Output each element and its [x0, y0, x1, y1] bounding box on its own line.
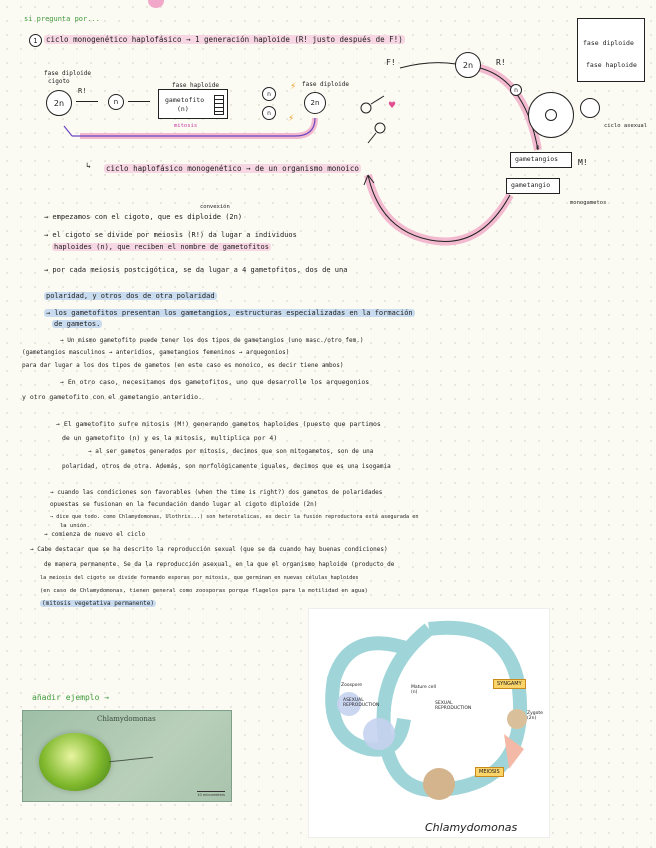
photo-scale: 10 micrometers — [197, 793, 225, 797]
note-line: polaridad, y otros dos de otra polaridad — [46, 292, 215, 300]
lightning-icon: ⚡ — [290, 82, 297, 92]
pink-dot-decoration — [148, 0, 164, 8]
note-line: → cuando las condiciones son favorables (when the time is right?) dos gametos de polaridades — [50, 489, 383, 496]
fase-diploide-label: fase diploide — [44, 70, 91, 77]
photo-title: Chlamydomonas — [97, 715, 156, 723]
note-line: (gametangios masculinos → anteridios, gametangios femeninos → arquegonios) — [22, 349, 290, 356]
section-title: ciclo monogenético haplofásico → 1 generación haploide (R! justo después de F!) — [46, 35, 403, 44]
note-line: y otro gametofito con el gametangio anteridio. — [22, 393, 203, 401]
note-line: la unión. — [60, 523, 90, 529]
note-line: haploides (n), que reciben el nombre de gametofitos — [54, 243, 269, 251]
n-circle: n — [108, 94, 124, 110]
zoospore-label: Zoospore — [341, 683, 363, 688]
gametangios-box: gametangios — [510, 152, 572, 168]
n-lower-circle: n — [262, 106, 276, 120]
note-line: → dice que todo. como Chlamydomonas, Ulothrix...) son heterotalicas, es decir la fusión reproductora está asegurada en — [50, 514, 419, 520]
chlamydomonas-photo — [22, 710, 232, 802]
ciclo-asexual-label: ciclo asexual — [604, 123, 648, 129]
return-arrow — [60, 116, 330, 142]
note-line: → el cigoto se divide por meiosis (R!) da lugar a individuos — [44, 231, 297, 239]
fase-diploide-right-label: fase diploide — [302, 81, 349, 88]
cigoto-label: cigoto — [48, 78, 70, 85]
note-line: polaridad, otros de otra. Además, son morfológicamente iguales, decimos que es una isogamia — [62, 463, 391, 470]
svg-text:♥: ♥ — [388, 101, 397, 111]
note-line: de un gametofito (n) y es la mitosis, multiplica por 4) — [62, 434, 278, 442]
gametangio-box: gametangio — [506, 178, 560, 194]
section-number: 1 — [29, 34, 42, 47]
mature-label: Mature cell (n) — [411, 685, 436, 695]
mitosis-label: mitosis — [174, 123, 198, 129]
zygote-right-circle: 2n — [304, 92, 326, 114]
add-example-label: añadir ejemplo → — [32, 693, 110, 702]
note-line: → al ser gametos generados por mitosis, decimos que son mitogametos, son de una — [88, 448, 374, 455]
lightning-icon: ⚡ — [288, 114, 295, 124]
top-label: si pregunta por... — [24, 15, 100, 23]
note-line: → los gametofitos presentan los gametangios, estructuras especializadas en la formación — [46, 309, 413, 317]
legend-box — [577, 18, 645, 82]
cell-image — [39, 733, 111, 791]
mature-cell-circle — [528, 92, 574, 138]
monogametos-label: monogametos — [570, 200, 607, 206]
legend-diploid: fase diploide — [583, 39, 634, 47]
note-line: opuestas se fusionan en la fecundación dando lugar al cigoto diploide (2n) — [50, 501, 318, 508]
note-line: → por cada meiosis postcigótica, se da lugar a 4 gametofitos, dos de una — [44, 266, 348, 274]
arrow-right — [128, 101, 150, 102]
gametofito-label: gametofito — [165, 96, 205, 104]
note-line: de manera permanente. Se da la reproducción asexual, en la que el organismo haploide (producto de — [44, 561, 395, 568]
legend-haploid: fase haploide — [586, 61, 637, 69]
syngamy-label: SYNGAMY — [493, 679, 526, 689]
figure-caption: Chlamydomonas — [425, 821, 518, 834]
gametofito-ploidy: (n) — [177, 105, 189, 113]
r-mark: R! — [78, 87, 87, 95]
f-mark: F! — [386, 58, 396, 67]
subtitle-arrow: ↳ — [86, 161, 91, 170]
sexual-label: SEXUAL REPRODUCTION — [435, 701, 472, 711]
flagellum — [109, 757, 153, 763]
arrow-right — [76, 101, 98, 102]
zygote-label: Zygote (2n) — [527, 711, 543, 721]
cycle-shapes — [309, 609, 549, 837]
n-upper-circle: n — [262, 87, 276, 101]
top-cycle-circle: 2n — [455, 52, 481, 78]
note-line: de gametos. — [54, 320, 101, 328]
note-line: (mitosis vegetativa permanente) — [42, 600, 154, 607]
note-sup: convexión — [200, 204, 230, 210]
meiosis-label: MEIOSIS — [475, 767, 504, 777]
note-line: → Cabe destacar que se ha descrito la reproducción sexual (que se da cuando hay buenas condiciones) — [30, 546, 388, 553]
note-line: → empezamos con el cigoto, que es diploide (2n) — [44, 213, 243, 221]
r-mark-right: R! — [496, 58, 506, 67]
m-mark: M! — [578, 158, 588, 167]
dividing-cell-circle — [580, 98, 600, 118]
note-line: para dar lugar a los dos tipos de gametos (en este caso es monoico, es decir tiene ambos) — [22, 362, 344, 369]
note-line: la meiosis del cigoto se divide formando esporas por mitosis, que germinan en nuevas células haploides — [40, 575, 359, 581]
subtitle: ciclo haplofásico monogenético → de un organismo monoico — [106, 164, 359, 173]
note-line: (en caso de Chlamydomonas, tienen general como zoosporas porque flagelos para la motilidad en agua) — [40, 588, 368, 594]
gametofito-box — [158, 89, 228, 119]
life-cycle-figure — [308, 608, 550, 838]
n-label: n — [536, 144, 540, 151]
note-line: → comienza de nuevo el ciclo — [44, 531, 146, 538]
n-small-circle: n — [510, 84, 522, 96]
asexual-label: ASEXUAL REPRODUCTION — [343, 698, 380, 708]
note-line: → El gametofito sufre mitosis (M!) generando gametos haploides (puesto que partimos — [56, 420, 381, 428]
note-line: → Un mismo gametofito puede tener los dos tipos de gametangios (uno masc./otro fem.) — [60, 337, 364, 344]
note-line: → En otro caso, necesitamos dos gametofitos, uno que desarrolle los arquegonios — [60, 378, 370, 386]
fase-haploide-label: fase haploide — [172, 82, 219, 89]
zygote-circle: 2n — [46, 90, 72, 116]
